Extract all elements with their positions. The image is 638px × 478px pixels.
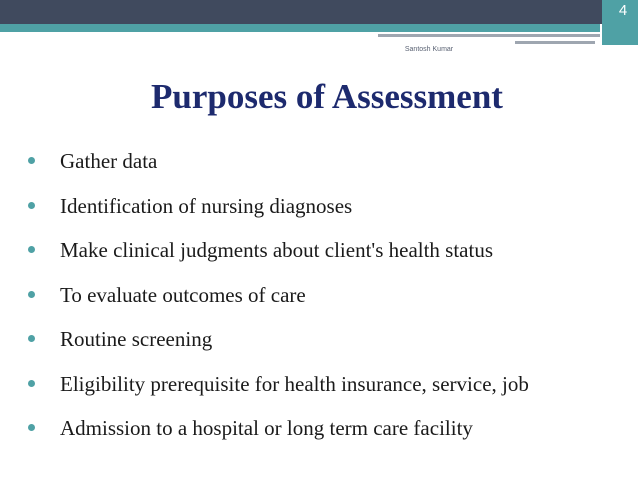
page-number: 4 bbox=[618, 2, 628, 19]
bullet-dot-icon bbox=[28, 424, 35, 431]
bullet-list bbox=[28, 146, 632, 458]
bullet-text: Make clinical judgments about client's health status bbox=[60, 238, 494, 262]
bullet-dot-icon bbox=[28, 291, 35, 298]
author-name: Santosh Kumar bbox=[404, 46, 454, 53]
bullet-item bbox=[28, 369, 632, 414]
bullet-text: Routine screening bbox=[60, 327, 213, 351]
bullet-item bbox=[28, 280, 632, 325]
slide-title: Purposes of Assessment bbox=[151, 77, 503, 116]
bullet-text: Admission to a hospital or long term care facility bbox=[60, 416, 473, 440]
bullet-text: Identification of nursing diagnoses bbox=[60, 193, 353, 218]
divider-line bbox=[515, 41, 595, 44]
bullet-item bbox=[28, 235, 632, 280]
top-banner bbox=[0, 0, 638, 24]
bullet-text: Gather data bbox=[60, 149, 158, 173]
bullet-item bbox=[28, 413, 632, 458]
bullet-dot-icon bbox=[28, 335, 35, 342]
page-number-tab bbox=[602, 0, 638, 45]
bullet-text: To evaluate outcomes of care bbox=[60, 282, 306, 307]
accent-stripe bbox=[0, 24, 600, 32]
bullet-item bbox=[28, 324, 632, 369]
bullet-item bbox=[28, 191, 632, 236]
bullet-dot-icon bbox=[28, 157, 35, 164]
bullet-item bbox=[28, 146, 632, 191]
bullet-dot-icon bbox=[28, 380, 35, 387]
bullet-dot-icon bbox=[28, 202, 35, 209]
bullet-dot-icon bbox=[28, 246, 35, 253]
divider-line bbox=[378, 34, 600, 37]
bullet-text: Eligibility prerequisite for health insurance, service, job bbox=[60, 371, 529, 396]
